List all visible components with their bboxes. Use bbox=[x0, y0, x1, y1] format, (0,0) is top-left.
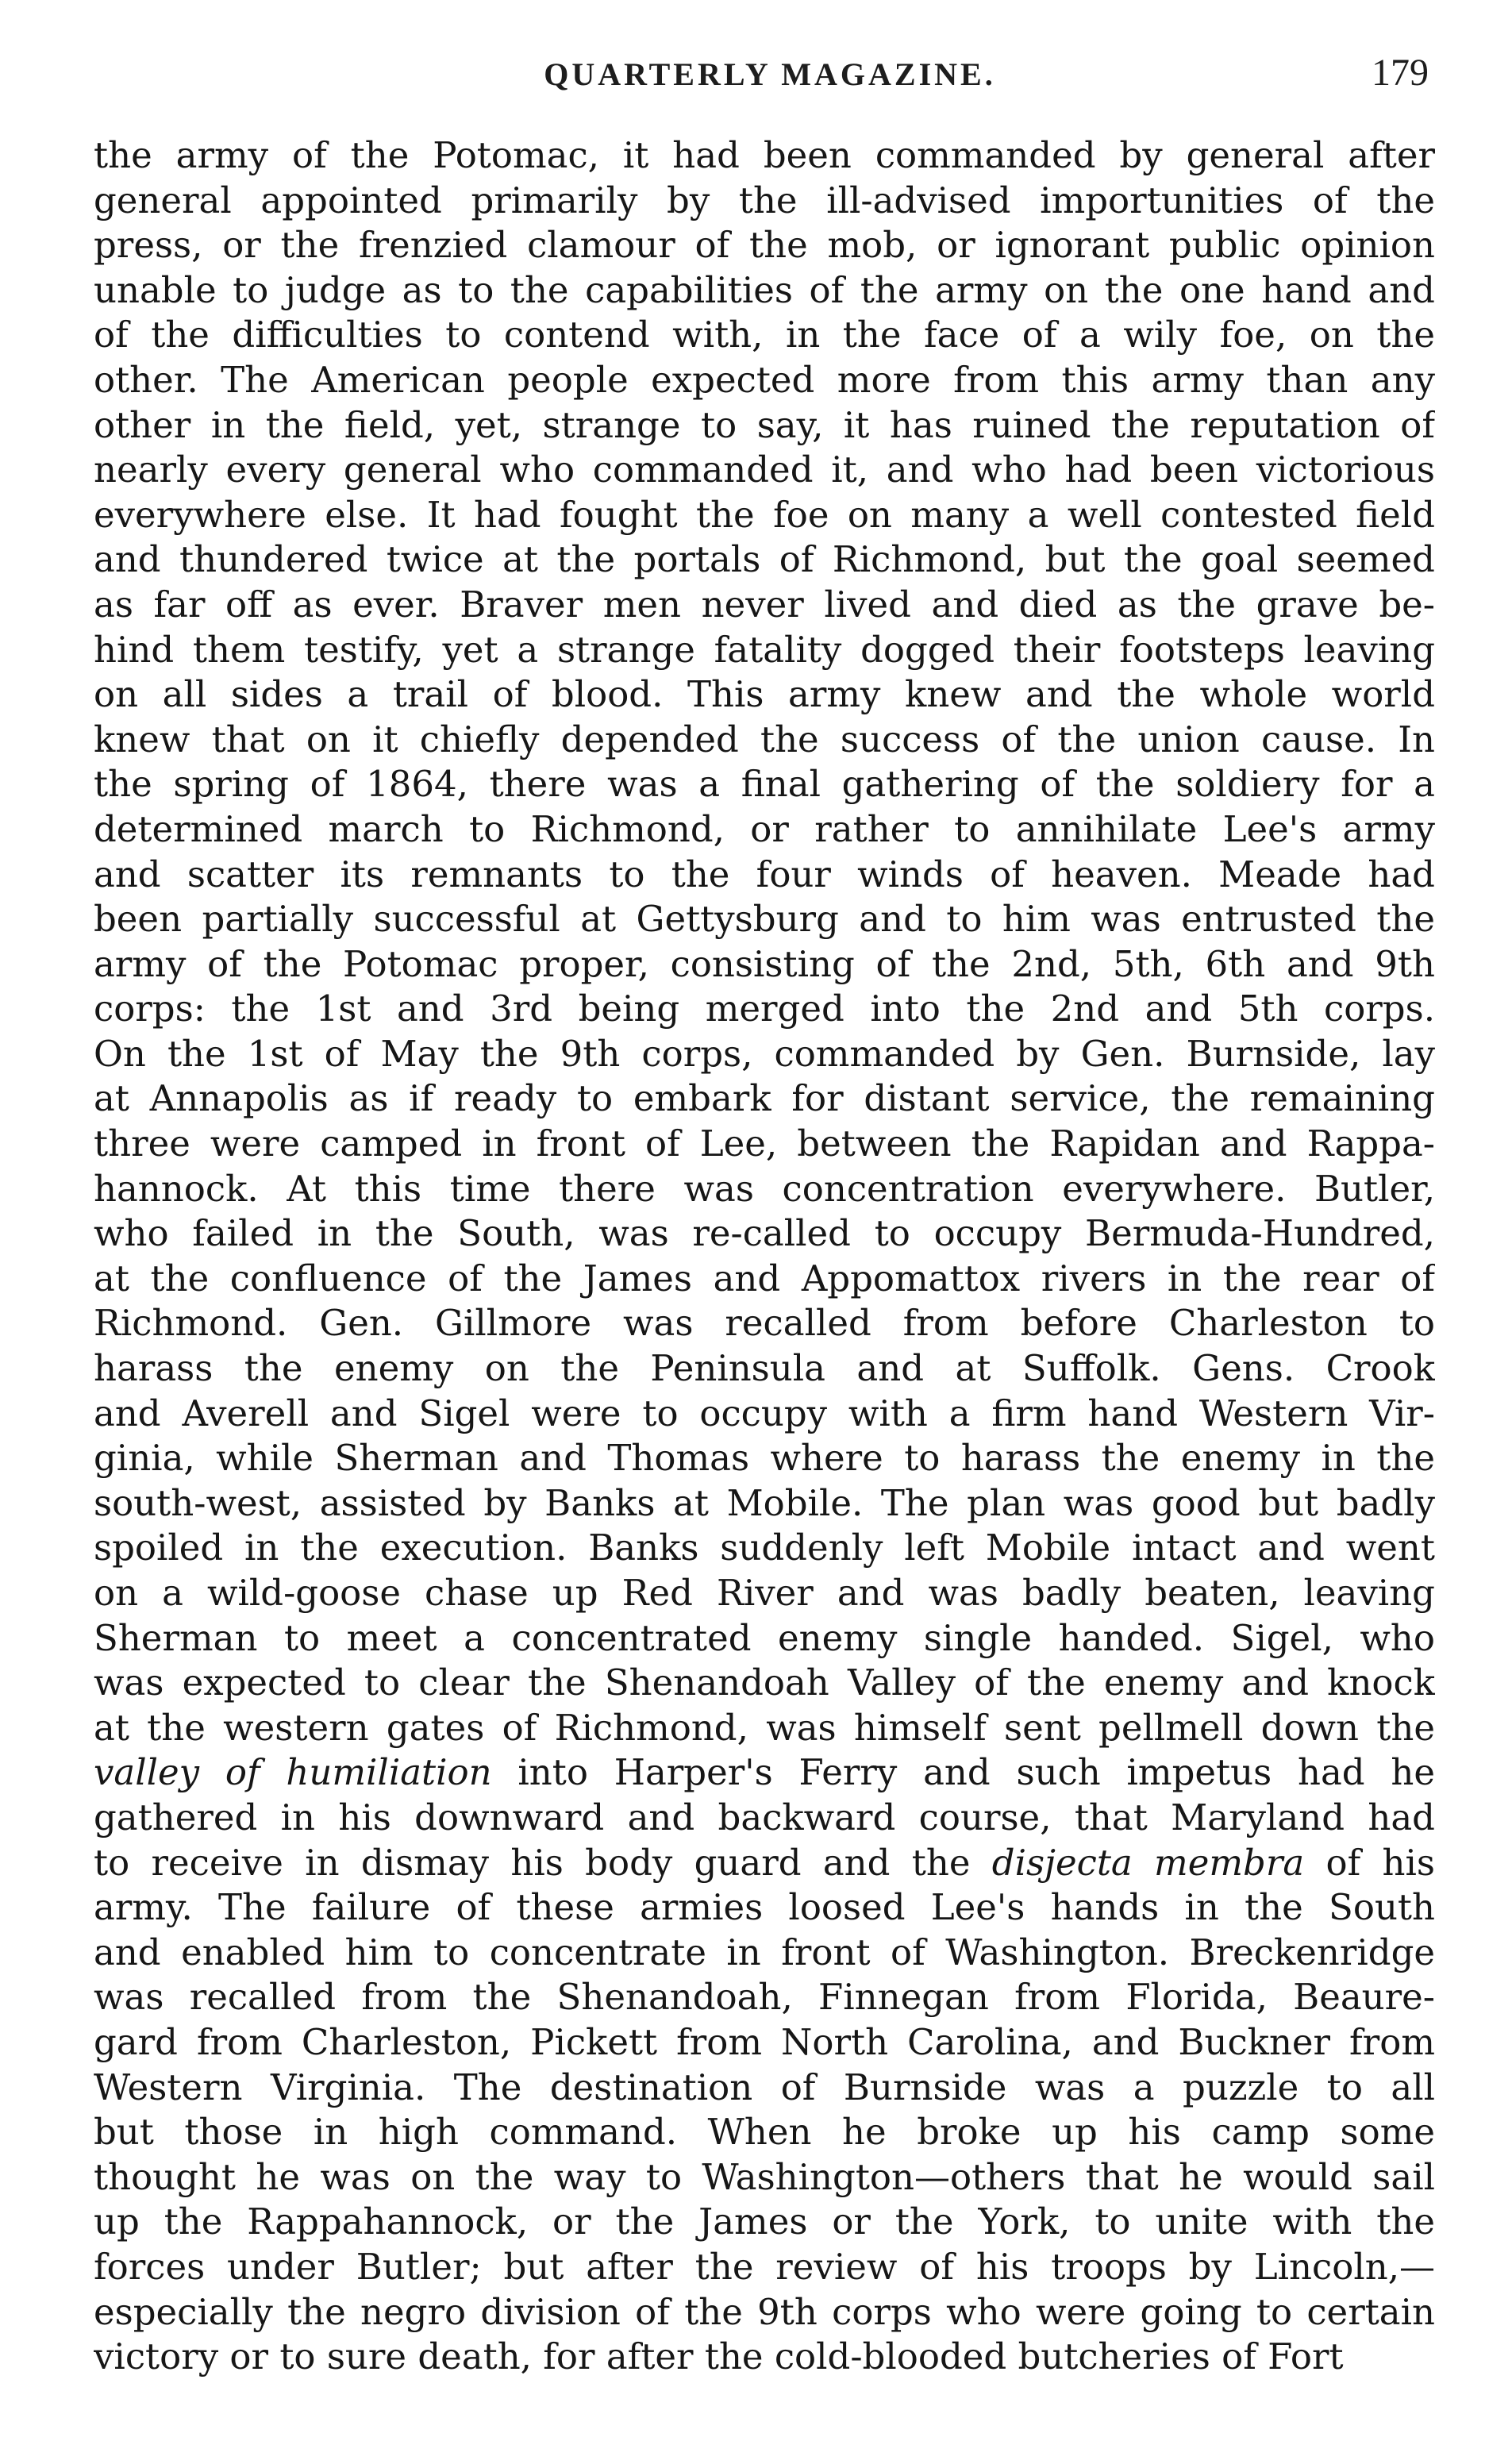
text-line bbox=[94, 313, 1435, 358]
text-line bbox=[94, 1571, 1435, 1616]
text-run: victory or to sure death, for after the cold-blooded butcheries of Fort bbox=[94, 2335, 1344, 2378]
text-run: army of the Potomac proper, consisting of the 2nd, 5th, 6th and 9th bbox=[94, 942, 1435, 985]
text-line bbox=[94, 762, 1435, 807]
text-run: nearly every general who commanded it, and who had been victorious bbox=[94, 449, 1435, 491]
text-run: of his bbox=[1304, 1841, 1435, 1884]
text-line bbox=[94, 268, 1435, 314]
text-run: was recalled from the Shenandoah, Finnegan from Florida, Beaure- bbox=[94, 1976, 1435, 2019]
text-line bbox=[94, 2335, 1435, 2380]
text-line bbox=[94, 672, 1435, 718]
text-line bbox=[94, 583, 1435, 628]
text-line bbox=[94, 358, 1435, 403]
text-line bbox=[94, 1481, 1435, 1527]
text-line bbox=[94, 1885, 1435, 1931]
text-run: hannock. At this time there was concentration everywhere. Butler, bbox=[94, 1167, 1435, 1210]
text-run: on a wild-goose chase up Red River and was badly beaten, leaving bbox=[94, 1572, 1435, 1614]
text-line bbox=[94, 1661, 1435, 1706]
text-line bbox=[94, 2020, 1435, 2066]
text-line bbox=[94, 1392, 1435, 1437]
text-line bbox=[94, 493, 1435, 538]
text-run: and thundered twice at the portals of Richmond, but the goal seemed bbox=[94, 538, 1435, 581]
text-line bbox=[94, 179, 1435, 224]
text-run: especially the negro division of the 9th corps who were going to certain bbox=[94, 2290, 1435, 2333]
text-run: On the 1st of May the 9th corps, commanded by Gen. Burnside, lay bbox=[94, 1032, 1435, 1075]
text-line bbox=[94, 1032, 1435, 1077]
text-run: army. The failure of these armies loosed Lee's hands in the South bbox=[94, 1886, 1435, 1929]
text-line bbox=[94, 1841, 1435, 1886]
text-run: general appointed primarily by the ill-advised importunities of the bbox=[94, 179, 1435, 221]
text-run: into Harper's Ferry and such impetus had he bbox=[491, 1751, 1435, 1794]
text-run: to receive in dismay his body guard and the bbox=[94, 1841, 992, 1884]
body-text bbox=[94, 133, 1435, 2380]
text-run: of the difficulties to contend with, in the face of a wily foe, on the bbox=[94, 314, 1435, 356]
text-line bbox=[94, 1257, 1435, 1302]
text-line bbox=[94, 2200, 1435, 2245]
text-line bbox=[94, 987, 1435, 1032]
text-run: harass the enemy on the Peninsula and at Suffolk. Gens. Crook bbox=[94, 1347, 1435, 1390]
text-run: other in the field, yet, strange to say, it has ruined the reputation of bbox=[94, 403, 1435, 446]
text-run: and Averell and Sigel were to occupy with a firm hand Western Vir- bbox=[94, 1392, 1435, 1434]
running-title: QUARTERLY MAGAZINE. bbox=[544, 56, 996, 92]
text-run: at the western gates of Richmond, was himself sent pellmell down the bbox=[94, 1706, 1435, 1749]
text-line bbox=[94, 2110, 1435, 2155]
text-run: forces under Butler; but after the review of his troops by Lincoln,— bbox=[94, 2245, 1435, 2288]
text-run: and scatter its remnants to the four winds of heaven. Meade had bbox=[94, 853, 1435, 895]
text-line bbox=[94, 1301, 1435, 1346]
text-line bbox=[94, 1796, 1435, 1841]
text-line bbox=[94, 942, 1435, 988]
page-number: 179 bbox=[1372, 52, 1429, 94]
text-line bbox=[94, 2066, 1435, 2111]
text-run: spoiled in the execution. Banks suddenly left Mobile intact and went bbox=[94, 1527, 1435, 1569]
text-run: south-west, assisted by Banks at Mobile. The plan was good but badly bbox=[94, 1481, 1435, 1524]
text-line bbox=[94, 1616, 1435, 1661]
text-line bbox=[94, 1750, 1435, 1796]
text-run: determined march to Richmond, or rather to annihilate Lee's army bbox=[94, 807, 1435, 850]
text-line bbox=[94, 718, 1435, 763]
text-line bbox=[94, 853, 1435, 898]
text-line bbox=[94, 897, 1435, 942]
text-run: unable to judge as to the capabilities of the army on the one hand and bbox=[94, 268, 1435, 311]
text-run: Western Virginia. The destination of Burnside was a puzzle to all bbox=[94, 2066, 1435, 2108]
text-line bbox=[94, 2290, 1435, 2335]
text-run: ginia, while Sherman and Thomas where to harass the enemy in the bbox=[94, 1437, 1435, 1480]
text-line bbox=[94, 403, 1435, 449]
text-run: three were camped in front of Lee, between the Rapidan and Rappa- bbox=[94, 1122, 1435, 1165]
text-run: gard from Charleston, Pickett from North Carolina, and Buckner from bbox=[94, 2020, 1435, 2063]
text-line bbox=[94, 2245, 1435, 2290]
text-line bbox=[94, 1211, 1435, 1257]
text-line bbox=[94, 223, 1435, 268]
text-run: the spring of 1864, there was a final gathering of the soldiery for a bbox=[94, 763, 1435, 806]
text-line bbox=[94, 1076, 1435, 1122]
italic-phrase: valley of humiliation bbox=[94, 1751, 492, 1794]
text-line bbox=[94, 628, 1435, 673]
text-run: at the confluence of the James and Appomattox rivers in the rear of bbox=[94, 1257, 1435, 1299]
text-line bbox=[94, 1526, 1435, 1571]
text-line bbox=[94, 807, 1435, 853]
text-run: everywhere else. It had fought the foe on many a well contested field bbox=[94, 493, 1435, 536]
text-run: the army of the Potomac, it had been commanded by general after bbox=[94, 134, 1435, 176]
text-run: but those in high command. When he broke up his camp some bbox=[94, 2111, 1435, 2154]
running-head bbox=[111, 48, 1429, 103]
text-run: was expected to clear the Shenandoah Valley of the enemy and knock bbox=[94, 1661, 1435, 1704]
text-run: Sherman to meet a concentrated enemy single handed. Sigel, who bbox=[94, 1616, 1435, 1659]
text-run: corps: the 1st and 3rd being merged into the 2nd and 5th corps. bbox=[94, 988, 1435, 1030]
text-line bbox=[94, 1122, 1435, 1167]
text-line bbox=[94, 1346, 1435, 1392]
text-run: knew that on it chiefly depended the success of the union cause. In bbox=[94, 718, 1435, 760]
text-line bbox=[94, 1931, 1435, 1976]
text-run: on all sides a trail of blood. This army knew and the whole world bbox=[94, 673, 1435, 716]
text-line bbox=[94, 133, 1435, 179]
text-run: gathered in his downward and backward course, that Maryland had bbox=[94, 1796, 1435, 1838]
text-line bbox=[94, 1436, 1435, 1481]
text-line bbox=[94, 1706, 1435, 1751]
text-run: and enabled him to concentrate in front of Washington. Breckenridge bbox=[94, 1931, 1435, 1973]
text-run: thought he was on the way to Washington—others that he would sail bbox=[94, 2155, 1435, 2198]
text-run: up the Rappahannock, or the James or the York, to unite with the bbox=[94, 2200, 1435, 2243]
text-run: Richmond. Gen. Gillmore was recalled from before Charleston to bbox=[94, 1302, 1435, 1345]
text-line bbox=[94, 448, 1435, 493]
text-run: at Annapolis as if ready to embark for distant service, the remaining bbox=[94, 1077, 1435, 1120]
italic-phrase: disjecta membra bbox=[991, 1841, 1305, 1884]
text-run: other. The American people expected more from this army than any bbox=[94, 358, 1435, 401]
text-run: who failed in the South, was re-called to occupy Bermuda-Hundred, bbox=[94, 1212, 1435, 1255]
text-line bbox=[94, 1167, 1435, 1212]
text-run: as far off as ever. Braver men never lived and died as the grave be- bbox=[94, 583, 1435, 626]
text-line bbox=[94, 2155, 1435, 2200]
text-run: been partially successful at Gettysburg and to him was entrusted the bbox=[94, 898, 1435, 941]
text-line bbox=[94, 1975, 1435, 2020]
text-line bbox=[94, 537, 1435, 583]
text-run: hind them testify, yet a strange fatality dogged their footsteps leaving bbox=[94, 628, 1435, 671]
text-run: press, or the frenzied clamour of the mob, or ignorant public opinion bbox=[94, 224, 1435, 267]
